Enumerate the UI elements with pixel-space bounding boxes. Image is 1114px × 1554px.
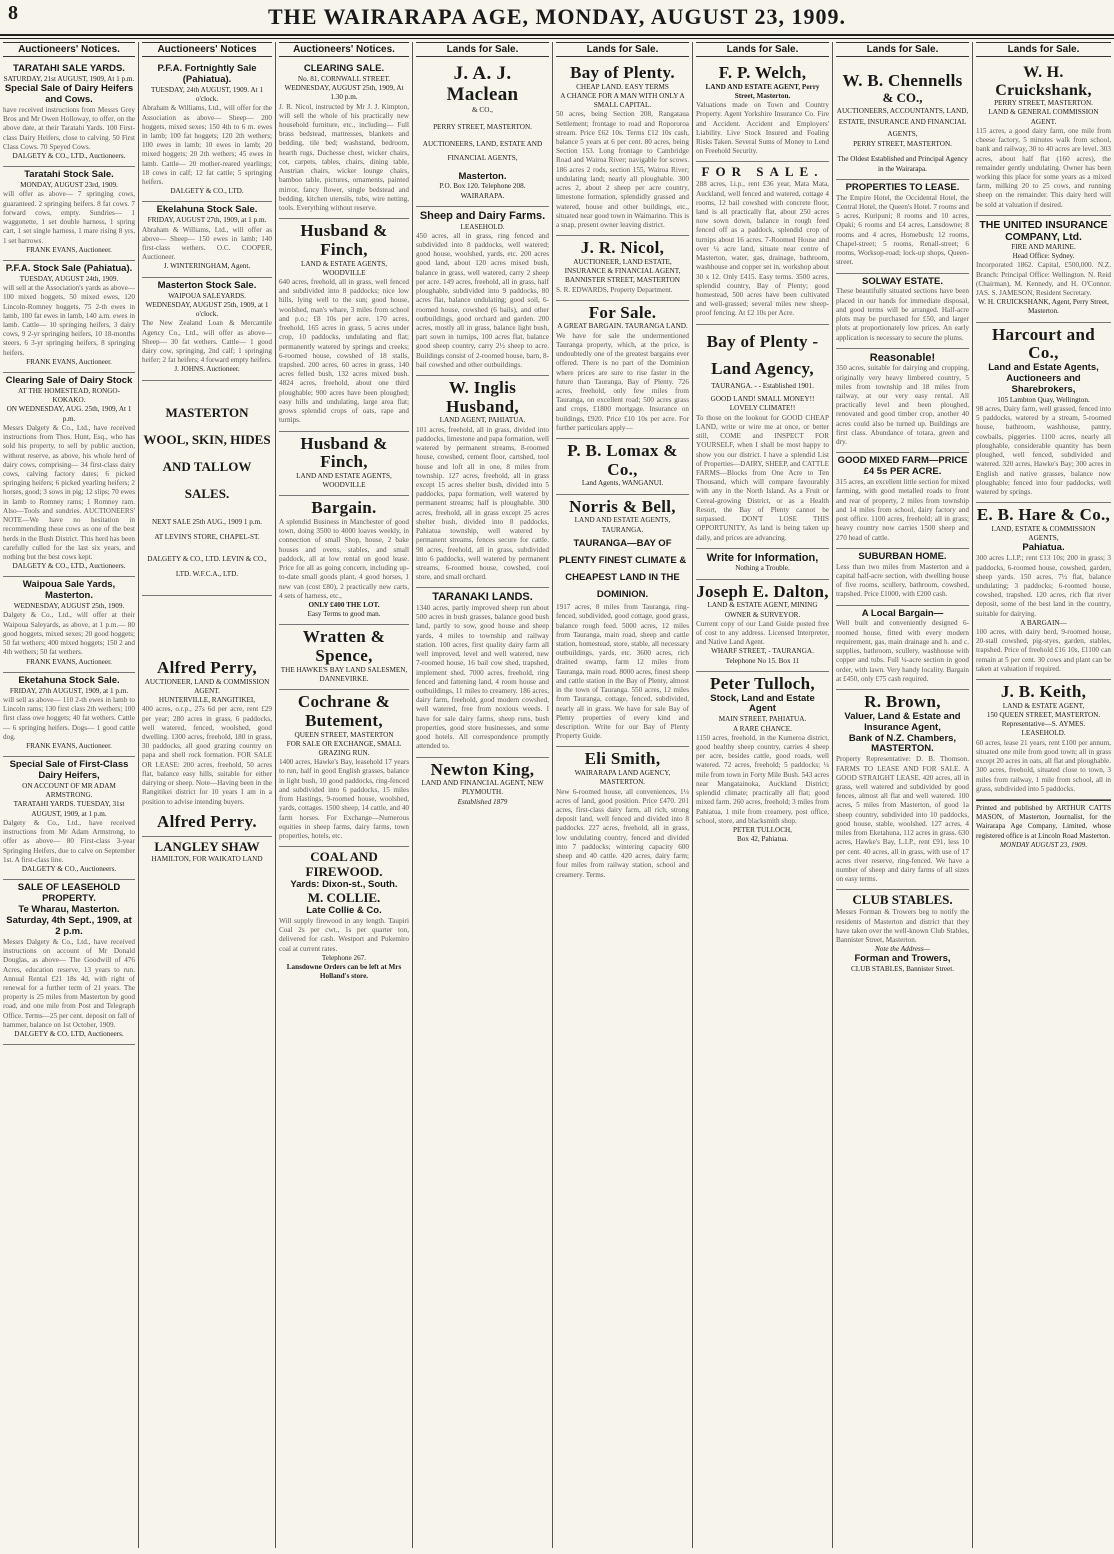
- column-5: [552, 42, 692, 1548]
- ad-united-insurance: THE UNITED INSURANCE COMPANY, Ltd. FIRE AND MARINE. Head Office: Sydney. Incorporated 1862. Capital, £500,000. N.Z. Branch: Principal Office: Wellington. N. Reid (Chairman), M. Kennedy, and H. O'Connor. JAS. S. JAMESON, Resident Secretary. W. H. CRUICKSHANK, Agent, Perry Street, Masterton.: [976, 216, 1111, 323]
- ad-good-mixed-farm: GOOD MIXED FARM—PRICE £4 5s PER ACRE. 315 acres, an excellent little section for mixed farming, with good metalled roads to front and rear of property, 2 miles from township and 14 miles from school, dairy factory and post office. 1100 acres, freehold; all in grass; heavy country now carries 1500 sheep and 270 head of cattle.: [836, 453, 969, 548]
- ad-masterton-stock: Masterton Stock Sale. WAIPOUA SALEYARDS. WEDNESDAY, AUGUST 25th, 1909, at 1 o'clock. The New Zealand Loan & Mercantile Agency Co., Ltd., will offer as above— Sheep— 30 fat wethers. Cattle— 1 good dairy cow, springing, 2nd calf; 1 springing heifer; 2 fat heifers; 4 forward empty heifers. J. JOHNS. Auctioneer.: [142, 278, 272, 381]
- ad-chennells: W. B. Chennells & CO., AUCTIONEERS, ACCOUNTANTS, LAND, ESTATE, INSURANCE AND FINANCIAL AGENTS, PERRY STREET, MASTERTON. The Oldest Established and Principal Agency in the Wairarapa.: [836, 61, 969, 180]
- imprint: Printed and published by ARTHUR CATTS MASON, of Masterton, Journalist, for the Wairarapa Age Company, Limited, whose registered office is at Lincoln Road Masterton. MONDAY AUGUST 23, 1909.: [976, 800, 1111, 855]
- column-6: [692, 42, 832, 1548]
- column-8: [972, 42, 1114, 1548]
- ad-eb-hare: E. B. Hare & Co., LAND, ESTATE & COMMISSION AGENTS, Pahiatua. 300 acres L.I.P.; rent £13 10s; 200 in grass; 3 paddocks, 6-roomed house, cowshed, garden, sheep yards. 150 acres, 7½ flat, balance undulating; 3 paddocks; 6-roomed house, cowshed, trapshed. 120 acres, rich flat river deposit, some of the best land in the country, suitable for dairying. A BARGAIN— 100 acres, with dairy herd, 9-roomed house, 20-stall cowshed, pig-styes, garden, stables, trapshed. Price of freehold £16 10s, £1100 can remain at 5 per cent. 30 cows and plant can be taken at valuation if required.: [976, 503, 1111, 680]
- ad-alfred-perry: Alfred Perry, AUCTIONEER, LAND & COMMISSION AGENT. HUNTERVILLE, RANGITIKEI, 400 acres, o.r.p., 27s 6d per acre, rent £29 per year; 280 acres in grass, 6 paddocks, well watered, fenced, woolshed, good dwelling. 1300 acres, freehold, 180 in grass, 30 paddocks, all good grazing country on papa and shell rock formation. FOR SALE OR LEASE: 200 acres, freehold, 50 acres flat, balance easy hills, suitable for either dairying or sheep. Note—Having been in the Rangitikei district for 10 years I am in a position to advise intending buyers. Alfred Perry.: [142, 596, 272, 837]
- ad-fp-welch: F. P. Welch, LAND AND ESTATE AGENT, Perry Street, Masterton. Valuations made on Town and Country Property. Agent Yorkshire Insurance Co. Fire and Accident. Accident and Employers' Liability. Live Stock Insured and Foaling Risks Taken. Several Sums of Money to Lend on Freehold Security.: [696, 61, 829, 162]
- ad-bay-of-plenty-cheap: Bay of Plenty. CHEAP LAND. EASY TERMS A CHANCE FOR A MAN WITH ONLY A SMALL CAPITAL. 50 acres, being Section 208, Rangataua Settlement; frontage to road and Ropororoa stream. Price £62 10s. Terms £12 10s cash, balance 5 years at 6 per cent. 80 acres, being Section 153. Long frontage to Cambridge Road and Wairoa River; navigable for scows. 186 acres 2 rods, section 155, Wairoa River; undulating land; nearly all ploughable. 300 acres 2, about 2 sheep per acre country, limestone formation, splendidly grassed and watered, house and other buildings, etc., situated near good town in Waimarino. This is a snap, present owner leaving district.: [556, 61, 689, 236]
- newspaper-title: THE WAIRARAPA AGE, MONDAY, AUGUST 23, 1909.: [267, 4, 847, 29]
- ad-inglis-husband: W. Inglis Husband, LAND AGENT, PAHIATUA. 101 acres, freehold, all in grass, divided into paddocks, limestone and papa formation, well watered by permanent streams, 8-roomed house, cowshed, cement floor, cartshed, tool house and loft all in one, 8 miles from township. 127 acres, freehold, all in grass except 15 acres shelter bush, divided into 5 paddocks, papa formation, well watered by permanent streams; half is ploughable. 300 acres, freehold, all in grass except 25 acres shelter bush, divided into 8 paddocks, Pahiatua township, well watered by permanent streams, fences secure for cattle. 98 acres, freehold, all in grass, subdivided into 6 paddocks, well watered by permanent streams, 6-roomed house, cowshed, cool store, and small orchard.: [416, 376, 549, 588]
- ad-reasonable: Reasonable! 350 acres, suitable for dairying and cropping, originally very heavy limbered country, 5 miles from township and 18 miles from railway, at our very easy rental. All practically level and been ploughed, renovated and good timber crop, another 40 acres could also be turned up. Buildings are first class. Abundance of totara, green and dry.: [836, 349, 969, 454]
- ad-taratahi-special: TARATAHI SALE YARDS. SATURDAY, 21st AUGUST, 1909, At 1 p.m. Special Sale of Dairy Heifers and Cows. have received instructions from Messrs Grey Bros and Mr Owen Holloway, to offer, on the above date, at their Taratahi Yards. 100 First-class Dairy Heifers, close to calving. 50 First Class Cows. 70 Speyed Cows. DALGETY & CO., LTD., Auctioneers.: [3, 61, 135, 167]
- ad-taratahi-stock: Taratahi Stock Sale. MONDAY, AUGUST 23rd, 1909. will offer as above— 7 springing cows, guaranteed. 2 springing heifers. 8 fat cows. 7 forward cows, empty. Sundries— 1 waggonette, 1 set double harness, 1 spring cart, 1 set single harness, 1 mare rising 8 yrs, 1 set harrows. FRANK EVANS, Auctioneer.: [3, 167, 135, 261]
- column-heading: Auctioneers' Notices.: [279, 42, 409, 57]
- ad-ekelahuna-stock: Ekelahuna Stock Sale. FRIDAY, AUGUST 27th, 1909, at 1 p.m. Abraham & Williams, Ltd., will offer as above— Sheep— 150 ewes in lamb; 140 first-class wethers. O.C. COOPER, Auctioneer. J. WINTERINGHAM, Agent.: [142, 202, 272, 277]
- column-heading: Lands for Sale.: [836, 42, 969, 57]
- column-2: [138, 42, 275, 1548]
- column-heading: Lands for Sale.: [976, 42, 1111, 57]
- ad-local-bargain: A Local Bargain— Well built and conveniently designed 6-roomed house, fitted with every modern requirement, gas, main drainage and h. and c. supplies, bathroom, scullery, washhouse with copper and tubs. Full ¼-acre section in good order, with lawn. Very handy locality. Bargain at £450, only £75 cash required.: [836, 606, 969, 690]
- column-heading: Lands for Sale.: [556, 42, 689, 57]
- column-heading: Lands for Sale.: [696, 42, 829, 57]
- column-7: [832, 42, 972, 1548]
- column-3: [275, 42, 412, 1548]
- ad-clearing-sale-cornwall: CLEARING SALE. No. 81, CORNWALL STREET. WEDNESDAY, AUGUST 25th, 1909, At 1.30 p.m. J. R. Nicol, instructed by Mr J. J. Kimpton, will sell the whole of his practically new household furniture, etc., including— Full brass bedstead, mattresses, blankets and bedding, tile bed; washstand, bedroom, hearth rugs, Duchesse chest, wicker chairs, cot, carpets, tables, chairs, dining table, Austrian chairs, wicker lounge chairs, bamboo table, pictures, ornaments, painted mirror, fancy flower, single bedstead and bedding, kitchen utensils, tubs, wire netting, tools. Everything without reserve.: [279, 61, 409, 219]
- ad-lomax: P. B. Lomax & Co., Land Agents, WANGANUI.: [556, 439, 689, 495]
- ad-bop-land-agency: Bay of Plenty - Land Agency, TAURANGA. - - Established 1901. GOOD LAND! SMALL MONEY!! LOVELY CLIMATE!! To those on the lookout for GOOD CHEAP LAND, write or wire me at once, or better still, COME and INSPECT FOR YOURSELF, when I shall be most happy to show you our district. I have a splendid List of Properties—DAIRY, SHEEP, and CATTLE FARMS—Blocks from One Acre to Ten Thousand, which will compare favourably with any in the North Island. As a Fruit or Cereal-growing District, or as a Health Resort, the Bay of Plenty cannot be surpassed. DON'T LOSE THIS OPPORTUNITY, As land is being taken up daily, and prices are advancing.: [696, 325, 829, 549]
- ad-club-stables: CLUB STABLES. Messrs Forman & Trowers beg to notify the residents of Masterton and district that they have taken over the well-known Club Stables, Bannister Street, Masterton. Note the Address— Forman and Trowers, CLUB STABLES, Bannister Street.: [836, 892, 969, 974]
- ad-eli-smith: Eli Smith, WAIRARAPA LAND AGENCY, MASTERTON. New 6-roomed house, all conveniences, 1¼ acres of land, good position. Price £470. 201 acres, first-class dairy farm, all rich, strong deposit land, well fenced and divided into 8 paddocks. 227 acres, freehold, all in grass, low undulating country, fenced and divided into 7 paddocks; wintering capacity 600 sheep and 40 cattle. 420 acres, dairy farm; four miles from railway station, school and creamery. Terms.: [556, 749, 689, 879]
- ad-peter-tulloch: Peter Tulloch, Stock, Land and Estate Agent MAIN STREET, PAHIATUA. A RARE CHANCE. 1150 acres, freehold, in the Kumeroa district, good healthy sheep country, carries 4 sheep per acre, besides cattle, good roads, well watered. 72 acres, freehold; 5 paddocks; ¼ mile from town in Forty Mile Bush. 543 acres near Mangatainoka, Auckland District; splendid climate; practically all flat; good mixed farm. 260 acres, freehold; 3 miles from Pahiatua, 1 mile from creamery, post office, school, store, and blacksmith shop. PETER TULLOCH, Box 42, Pahiatua.: [696, 673, 829, 844]
- ad-sheep-dairy-farms: Sheep and Dairy Farms. LEASEHOLD. 450 acres, all in grass, ring fenced and subdivided into 8 paddocks, well watered; good house, woolshed, yards, etc. 200 acres good land, about 120 acres mixed bush, balance in grass, well watered, carry 2 sheep per acre. 149 acres, freehold, all in grass, half ploughable, subdivided into 9 paddocks, 80 acres flat, balance undulating; good soil, 6-roomed house, cowshed (6 bails), and other outbuildings, good orchard and garden. 200 acres, mostly all in grass, balance light bush, part sown in turnips, 100 acres flat, balance good sheep country, carry 2½ sheep to acre. Buildings consist of 2-roomed house, barn, 8-bail cowshed and other outbuildings.: [416, 207, 549, 376]
- column-heading: Lands for Sale.: [416, 42, 549, 57]
- column-heading: Auctioneers' Notices: [142, 42, 272, 57]
- ad-for-sale-tauranga: For Sale. A GREAT BARGAIN. TAURANGA LAND. We have for sale the undermentioned Tauranga property, which, at the price, is undoubtedly one of the greatest bargains ever offered. There is no part of the Dominion where prices are sure to rise faster in the future than Tauranga, Bay of Plenty. 726 acres, freehold, only few miles from Tauranga, on excellent road; 500 acres grass and crops, £1800 mortgage. Insurance on buildings, £920. Price £10 10s per acre. For further particulars apply—: [556, 301, 689, 439]
- ad-for-sale-welch: FOR SALE. 288 acres, l.i.p., rent £36 year, Mata Mata, Auckland, well fenced and watered, cottage 4 rooms, 12 bail cowshed with concrete floor, land is all practically flat, about 250 acres now sown down, balance in rough feed fenced off as a paddock, splendid crop of turnips about 16 acres. 7-Roomed House and over ¼ acre land, situate near centre of Masterton, water, gas, drainage, bathroom, washhouse and copper set in, workshop about 30 x 12. Only £415. Easy terms. 3500 acres, splendid country, Bay of Plenty; good homestead, 500 acres have been cultivated and well-grassed; several miles new sheep-proof fencing. At £2 10s per Acre.: [696, 162, 829, 324]
- ad-armstrong-heifers: Special Sale of First-Class Dairy Heifers, ON ACCOUNT OF MR ADAM ARMSTRONG. TARATAHI YARDS. TUESDAY, 31st AUGUST, 1909, at 1 p.m. Dalgety & Co., Ltd., have received instructions from Mr Adam Armstrong, to offer as above— 80 First-class 3-year Springing Heifers, due to calve on September 1st. A first-class line. DALGETY & CO., Auctioneers.: [3, 757, 135, 880]
- ad-norris-bell: Norris & Bell, LAND AND ESTATE AGENTS, TAURANGA. TAURANGA—BAY OF PLENTY FINEST CLIMATE & CHEAPEST LAND IN THE DOMINION. 1917 acres, 8 miles from Tauranga, ring-fenced, subdivided, good cottage, good grass, balance rough feed. 5000 acres, 12 miles from Tauranga, main road, sheep and cattle station, homestead, store, stable, all necessary outbuildings, yards, etc. 3600 acres, rich drained swamp, farm 12 miles from Tauranga, main road. 8000 acres, finest sheep and cattle station in the Bay of Plenty, almost in the town of Tauranga. 550 acres, 12 miles from Tauranga, cottage, fenced, subdivided, nearly all in grass. We have for sale Bay of Plenty properties of every kind and description. Write for our Bay of Plenty Property Guide.: [556, 495, 689, 748]
- ad-leasehold-te-wharau: SALE OF LEASEHOLD PROPERTY. Te Wharau, Masterton. Saturday, 4th Sept., 1909, at 2 p.m. Messrs Dalgety & Co., Ltd., have received instructions on account of Mr Donald Douglas, as above— The Goodwill of 476 Acres, education reserve, 13 years to run. Annual Rental £21 18s 4d, with right of renewal for a further term of 21 years. The property is 25 miles from Masterton by good road, and one mile from Post and Telegraph Office. Terms—25 per cent. deposit on fall of hammer, balance on 1st October, 1909. DALGETY & CO. LTD, Auctioneers.: [3, 880, 135, 1045]
- ad-wool-skin-sales: MASTERTON WOOL, SKIN, HIDES AND TALLOW SALES. NEXT SALE 25th AUG., 1909 1 p.m. AT LEVIN'S STORE, CHAPEL-ST. DALGETY & CO., LTD. LEVIN & CO., LTD. W.F.C.A., LTD.: [142, 381, 272, 596]
- ad-r-brown: R. Brown, Valuer, Land & Estate and Insurance Agent, Bank of N.Z. Chambers, MASTERTON. Property Representative: D. B. Thomson. FARMS TO LEASE AND FOR SALE. A GOOD STRAIGHT LEASE. 420 acres, all in grass, well watered and subdivided by good fences, almost all flat and well watered. 100 acres, 5 miles from Masterton, of good 1a sheep country, subdivided into 10 paddocks, good house, stable, woolshed. 127 acres, 4 miles from Eketahuna, 112 acres in grass. 630 acres, Hawke's Bay, L.I.P., rent £91, less 10 per cent. 40 acres, all in grass, with use of 17 acres river reserve, ring-fenced. We have a number of sheep and dairy farms of all sizes on easy terms.: [836, 690, 969, 890]
- ad-newton-king: Newton King, LAND AND FINANCIAL AGENT, NEW PLYMOUTH. Established 1879: [421, 759, 544, 806]
- ad-pfa-fortnightly: P.F.A. Fortnightly Sale (Pahiatua). TUESDAY, 24th AUGUST, 1909. At 1 o'clock. Abraham & Williams, Ltd., will offer for the Association as above— Sheep— 200 hoggets, mixed sexes; 150 4th to 6 m. ewes in lamb; 100 fat hoggets; 120 2th wethers; 100 ewes in lamb; 10 ewes in lamb; 20 mixed hoggets; 20 2th wethers; 45 ewes in lamb. Cattle— 20 mother-reared yearlings; 18 cows in calf; 12 fat cattle; 5 springing heifers. DALGETY & CO., LTD.: [142, 61, 272, 202]
- ad-eketahuna-stock-sale: Eketahuna Stock Sale. FRIDAY, 27th AUGUST, 1909, at 1 p.m. will sell as above— 110 2-th ewes in lamb to Lincoln rams; 130 first class 2th wethers; 100 first class owe hoggets; 40 fat wethers. Cattle— 6 springing heifers. Dogs— 1 good cattle dog. FRANK EVANS, Auctioneer.: [3, 673, 135, 757]
- ad-maclean: J. A. J. Maclean & CO., PERRY STREET, MASTERTON. AUCTIONEERS, LAND, ESTATE AND FINANCIAL AGENTS, Masterton. P.O. Box 120. Telephone 208. WAIRARAPA.: [416, 61, 549, 207]
- masthead-rule: [0, 38, 1114, 39]
- ad-write-information: Write for Information, Nothing a Trouble.: [696, 549, 829, 580]
- ad-cochrane-butement: Cochrane & Butement, QUEEN STREET, MASTERTON FOR SALE OR EXCHANGE, SMALL GRAZING RUN. 1400 acres, Hawke's Bay, leasehold 17 years to run, half in good English grasses, balance in light bush, 10 good paddocks, ring-fenced and subdivided into 6 paddocks, 15 miles from Hastings, 9-roomed house, woolshed, yards, cottages. 1500 sheep, 14 cattle, and 40 farm horses. For Exchange—Numerous equities in sheep farms, dairy farms, town properties, hotels, etc.: [279, 690, 409, 847]
- ad-cruickshank: W. H. Cruickshank, PERRY STREET, MASTERTON. LAND & GENERAL COMMISSION AGENT. 115 acres, a good dairy farm, one mile from cheese factory, 5 minutes walk from school, bank and railway, 30 to 40 acres are level. 303 acres, about half flat (160 acres), the remainder gently undulating. Owner has been working this place for some years as a mixed farm, milking 20 to 25 cows, and running sheep on the remainder. This dairy herd will be sold at valuation if desired.: [976, 61, 1111, 216]
- ad-jr-nicol: J. R. Nicol, AUCTIONEER, LAND ESTATE, INSURANCE & FINANCIAL AGENT, BANNISTER STREET, MASTERTON S. R. EDWARDS, Property Department.: [556, 236, 689, 301]
- page-number: 8: [8, 2, 18, 24]
- column-4: [412, 42, 552, 1548]
- column-1: [0, 42, 138, 1548]
- ad-solway-estate: SOLWAY ESTATE. These beautifully situated sections have been placed in our hands for immediate disposal, and good terms will be arranged. Half-acre plots may be purchased for £50, and larger plots at proportionately low prices. An early application is necessary to secure the plums.: [836, 274, 969, 349]
- ad-husband-finch-2: Husband & Finch, LAND AND ESTATE AGENTS, WOODVILLE: [279, 432, 409, 497]
- ad-pfa-stock: P.F.A. Stock Sale (Pahiatua). TUESDAY, AUGUST 24th, 1909. will sell at the Association's yards as above— 100 mixed hoggets, 50 mixed ewes, 120 Lincoln-Romney hoggets, 75 2-th ewes in lamb, 100 fat ewes in lamb, 140 a.m. ewes in lamb. Cattle— 10 springing heifers, 3 dairy cows, 9 2-yr springing heifers, 10 18-months steers, 6 3-yr springing heifers, 8 springing heifers. FRANK EVANS, Auctioneer.: [3, 261, 135, 373]
- column-heading: Auctioneers' Notices.: [3, 42, 135, 57]
- ad-husband-finch-1: Husband & Finch, LAND & ESTATE AGENTS, WOODVILLE 640 acres, freehold, all in grass, well fenced and subdivided into 8 paddocks; nice low hills, lying well to the sun; good house, woolshed, man's whare, 3 miles from school and p.o.; £8 10s per acre. 170 acres, freehold, 165 acres in grass, 5 acres under crop, 10 paddocks, undulating and flat; permanently watered by springs and creeks; 6-roomed house, cowshed of 18 stalls, trapshed. 200 acres, 60 acres in grass, 140 acres felled bush, 132 acres mixed bush. 4824 acres, freehold, about one third ploughable; 900 acres have been ploughed; easy hills and undulating, large area flat; grows splendid crops of oats, rape and turnips.: [279, 219, 409, 431]
- ad-suburban-home: SUBURBAN HOME. Less than two miles from Masterton and a capital half-acre section, with dwelling house of five rooms, scullery, bathroom, cowshed, trapshed. Price £1000, with £200 cash.: [836, 549, 969, 606]
- ad-harcourt: Harcourt and Co., Land and Estate Agents, Auctioneers and Sharebrokers, 105 Lambton Quay, Wellington. 98 acres, Dairy farm, well grassed, fenced into 5 paddocks, watered by a stream, 5-roomed house, bathroom, washhouse, pantry, cowbails, piggeries. 1100 acres, nearly all ploughable, considerable quantity has been ploughed, well fenced, subdivided and watered. 320 acres, Hawke's Bay; 300 acres in English and native grasses, balance now ploughable; fenced into four paddocks, well watered by springs.: [976, 323, 1111, 504]
- ad-waipoua-sale-yards: Waipoua Sale Yards, Masterton. WEDNESDAY, AUGUST 25th, 1909. Dalgety & Co., Ltd., will offer at their Waipoua Saleyards, as above, at 1 p.m.— 80 good hoggets, mixed sexes; 20 good hoggets; 50 fat wethers; 400 mixed hoggets; 150 2 and 4th wethers; 50 fat wethers. FRANK EVANS, Auctioneer.: [3, 577, 135, 672]
- ad-jb-keith: J. B. Keith, LAND & ESTATE AGENT, 150 QUEEN STREET, MASTERTON. Representative—S. AYMES. LEASEHOLD. 60 acres, lease 21 years, rent £100 per annum, situated one mile from good town; all in grass except 20 acres in oats, all flat and ploughable. 300 acres, freehold, situated close to town, 3 miles from railway, 1 mile from school, all in grass, subdivided into 5 paddocks.: [976, 680, 1111, 800]
- ad-taranaki-lands: TARANAKI LANDS. 1340 acres, partly improved sheep run about 500 acres in bush grasses, balance good bush land, partly to sow, good house and sheep yards, 4 miles to township and railway station. 100 acres, first quality dairy farm all well improved, level and well watered, new 7-roomed house, 16 bail cow shed, trapshed, implement shed. 7000 acres, freehold, ring fenced and fattening land, 4 room house and outbuildings, 11 miles to creamery. 186 acres, dairy farm, freehold, good modern cowshed, well watered, free from noxious weeds. I have for sale dairy farms, sheep runs, bush properties, good store businesses, and some good hotels. All correspondence promptly attended to.: [416, 588, 549, 757]
- ad-joseph-dalton: Joseph E. Dalton, LAND & ESTATE AGENT, MINING OWNER & SURVEYOR. Current copy of our Land Guide posted free of cost to any address. Licensed Interpreter, and Native Land Agent. WHARF STREET, - TAURANGA. Telephone No 15. Box 11: [696, 580, 829, 672]
- ad-bargain: Bargain. A splendid Business in Manchester of good town, doing 3500 to 4000 loaves weekly, in connection of small Shop, house, 2 bake houses and ovens, stables, and small paddock, all at low rental on good lease. Price for all as going concern, including up-to-date small goods plant, 4 good horses, 1 new van (cost £80), 2 practically new carts, 4 sets of harness, etc., ONLY £400 THE LOT. Easy Terms to good man.: [279, 496, 409, 625]
- masthead: [0, 0, 1114, 36]
- ad-clearing-sale-rongokokako: Clearing Sale of Dairy Stock AT THE HOMESTEAD, RONGO-KOKAKO. ON WEDNESDAY, AUG. 25th, 1909, At 1 p.m. Messrs Dalgety & Co., Ltd., have received instructions from Thos. Hunt, Esq., who has sold his property, to sell by public auction, without reserve, as above, his whole herd of dairy cows, comprising— 34 first-class dairy cows, calving factory dates; 6 picked springing heifers; 6 picked yearling heifers; 2 horses, good; 3 sows in pig; 12 slips; 70 ewes in lamb to Romney rams; 1 Romney ram. Also—Tools and sundries. AUCTIONEERS' NOTE—We have no hesitation in recommending these cows as one of the best herds in the Bush District. This herd has been carefully culled for the last six years, and nothing but the best cows kept. DALGETY & CO., LTD., Auctioneers.: [3, 373, 135, 577]
- ad-wratten-spence: Wratten & Spence, THE HAWKE'S BAY LAND SALESMEN, DANNEVIRKE.: [279, 625, 409, 690]
- ad-properties-to-lease: PROPERTIES TO LEASE. The Empire Hotel, the Occidental Hotel, the Central Hotel, the Queen's Hotel. 7 rooms and 5 acres, Kuripuni; 8 rooms and 10 acres, Opaki; 6 rooms and £4 acres, Lansdowne; 8 rooms and 4 acres, Homebush; 12 rooms, Chapel-street; 5 rooms, Renall-street; 6 rooms, Worksop-road; lock-up shops, Queen-street.: [836, 180, 969, 274]
- ad-coal-firewood: COAL AND FIREWOOD. Yards: Dixon-st., South. M. COLLIE. Late Collie & Co. Will supply firewood in any length. Taupiri Coal 2s per cwt., 1s per quarter ton, delivered for cash. Westport and Pukemiro coal at current rates. Telephone 267. Lansdowne Orders can be left at Mrs Holland's store.: [279, 849, 409, 981]
- ad-langley-shaw: LANGLEY SHAW HAMILTON, FOR WAIKATO LAND: [151, 839, 263, 864]
